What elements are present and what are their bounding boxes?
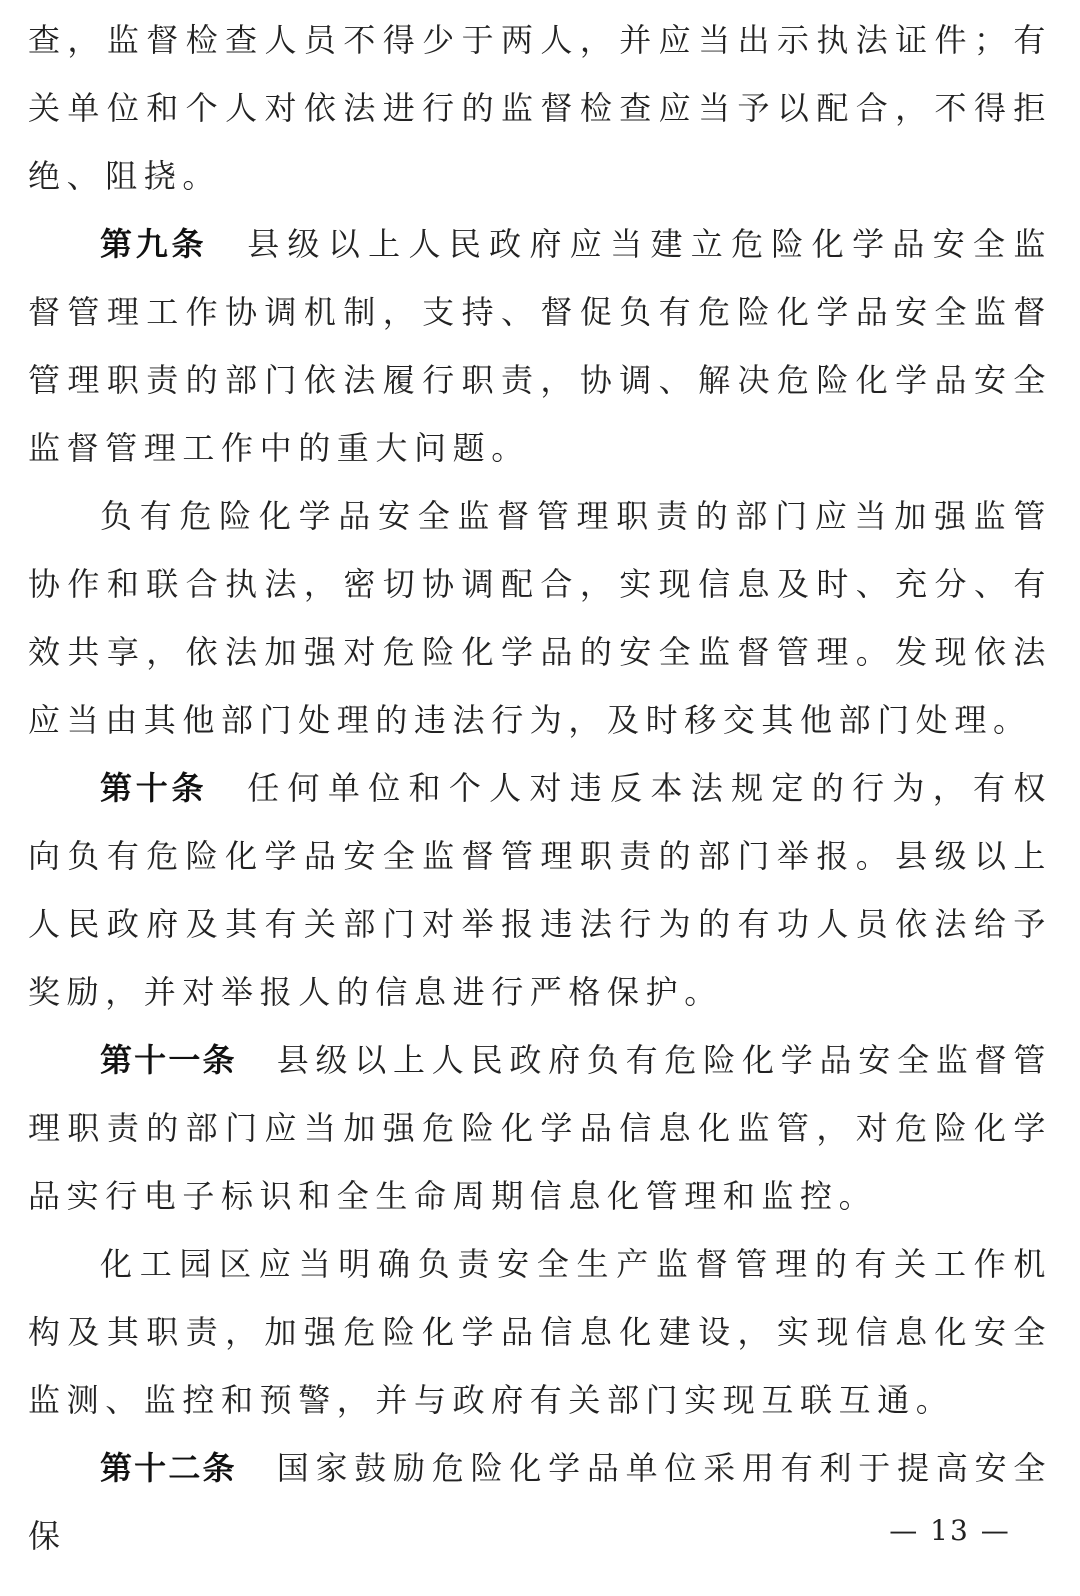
article-number: 第十二条 [100,1449,237,1487]
paragraph-text: 负有危险化学品安全监督管理职责的部门应当加强监管协作和联合执法，密切协调配合，实现信息及时、充分、有效共享，依法加强对危险化学品的安全监督管理。发现依法应当由其他部门处理的违法行为，及时移交其他部门处理。 [28,497,1052,739]
article-number: 第九条 [100,225,208,263]
article-11 [28,1026,1052,1230]
article-text: 任何单位和个人对违反本法规定的行为，有权向负有危险化学品安全监督管理职责的部门举报。县级以上人民政府及其有关部门对举报违法行为的有功人员依法给予奖励，并对举报人的信息进行严格保护。 [28,769,1052,1011]
article-text: 县级以上人民政府负有危险化学品安全监督管理职责的部门应当加强危险化学品信息化监管，对危险化学品实行电子标识和全生命周期信息化管理和监控。 [28,1041,1052,1215]
body-text [28,6,1052,1570]
article-text: 县级以上人民政府应当建立危险化学品安全监督管理工作协调机制，支持、督促负有危险化学品安全监督管理职责的部门依法履行职责，协调、解决危险化学品安全监督管理工作中的重大问题。 [28,225,1052,467]
article-9 [28,210,1052,482]
article-number: 第十一条 [100,1041,237,1079]
paragraph-text: 化工园区应当明确负责安全生产监督管理的有关工作机构及其职责，加强危险化学品信息化建设，实现信息化安全监测、监控和预警，并与政府有关部门实现互联互通。 [28,1245,1052,1419]
paragraph-text: 查，监督检查人员不得少于两人，并应当出示执法证件；有关单位和个人对依法进行的监督检查应当予以配合，不得拒绝、阻挠。 [28,21,1052,195]
paragraph-continuation [28,6,1052,210]
article-12 [28,1434,1052,1570]
article-9-paragraph-2 [28,482,1052,754]
article-10 [28,754,1052,1026]
article-11-paragraph-2 [28,1230,1052,1434]
page-number: — 13 — [889,1514,1011,1547]
article-text: 国家鼓励危险化学品单位采用有利于提高安全保 [28,1449,1052,1555]
article-number: 第十条 [100,769,208,807]
